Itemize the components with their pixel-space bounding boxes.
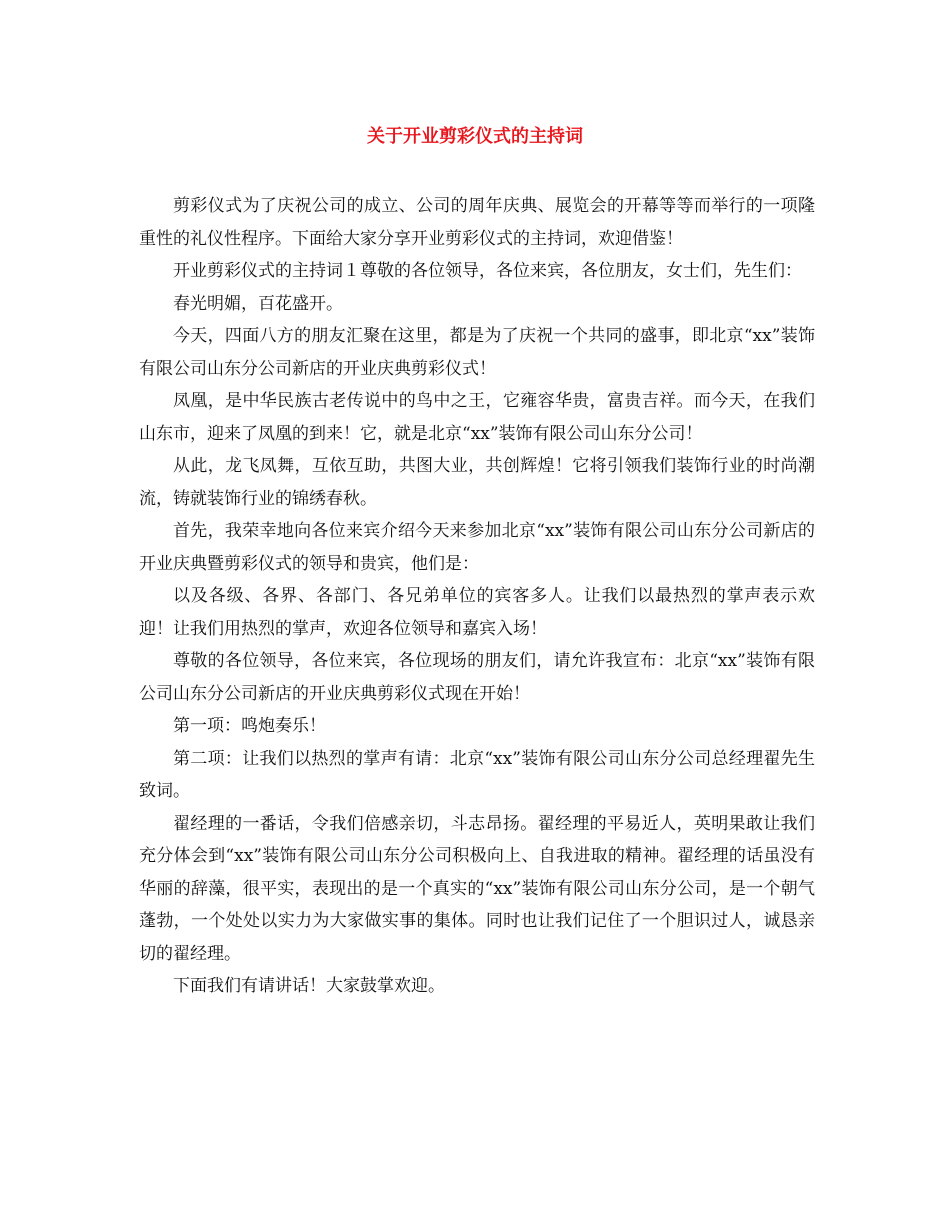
paragraph: 春光明媚，百花盛开。 [173, 293, 343, 314]
paragraph: 从此，龙飞凤舞，互依互助，共图大业，共创辉煌！它将引领我们装饰行业的时尚潮流，铸就装饰行业的锦绣春秋。 [139, 456, 815, 509]
paragraph: 下面我们有请讲话！大家鼓掌欢迎。 [173, 976, 445, 996]
paragraph: 翟经理的一番话，令我们倍感亲切，斗志昂扬。翟经理的平易近人，英明果敢让我们充分体会到“xx”装饰有限公司山东分公司积极向上、自我进取的精神。翟经理的话虽没有华丽的辞藻，很平实，表现出的是一个真实的“xx”装饰有限公司山东分公司，是一个朝气蓬勃，一个处处以实力为大家做实事的集体。同时也让我们记住了一个胆识过人，诚恳亲切的翟经理。 [139, 813, 815, 964]
paragraph: 第二项：让我们以热烈的掌声有请：北京“xx”装饰有限公司山东分公司总经理翟先生致词。 [139, 748, 815, 801]
paragraph: 今天，四面八方的朋友汇聚在这里，都是为了庆祝一个共同的盛事，即北京“xx”装饰有限公司山东分公司新店的开业庆典剪彩仪式！ [139, 326, 815, 379]
paragraph: 以及各级、各界、各部门、各兄弟单位的宾客多人。让我们以最热烈的掌声表示欢迎！让我们用热烈的掌声，欢迎各位领导和嘉宾入场！ [139, 586, 815, 639]
paragraph: 凤凰，是中华民族古老传说中的鸟中之王，它雍容华贵，富贵吉祥。而今天，在我们山东市，迎来了凤凰的到来！它，就是北京“xx”装饰有限公司山东分公司！ [139, 391, 815, 444]
paragraph: 第一项：鸣炮奏乐！ [173, 716, 326, 736]
paragraph: 开业剪彩仪式的主持词１尊敬的各位领导，各位来宾，各位朋友，女士们，先生们： [173, 261, 802, 281]
paragraph: 首先，我荣幸地向各位来宾介绍今天来参加北京“xx”装饰有限公司山东分公司新店的开业庆典暨剪彩仪式的领导和贵宾，他们是： [139, 521, 815, 574]
paragraph: 剪彩仪式为了庆祝公司的成立、公司的周年庆典、展览会的开幕等等而举行的一项隆重性的礼仪性程序。下面给大家分享开业剪彩仪式的主持词，欢迎借鉴！ [139, 196, 815, 249]
paragraph: 尊敬的各位领导，各位来宾，各位现场的朋友们，请允许我宣布：北京“xx”装饰有限公司山东分公司新店的开业庆典剪彩仪式现在开始！ [139, 651, 815, 704]
document-body [139, 190, 815, 1003]
document-title: 关于开业剪彩仪式的主持词 [367, 126, 583, 147]
